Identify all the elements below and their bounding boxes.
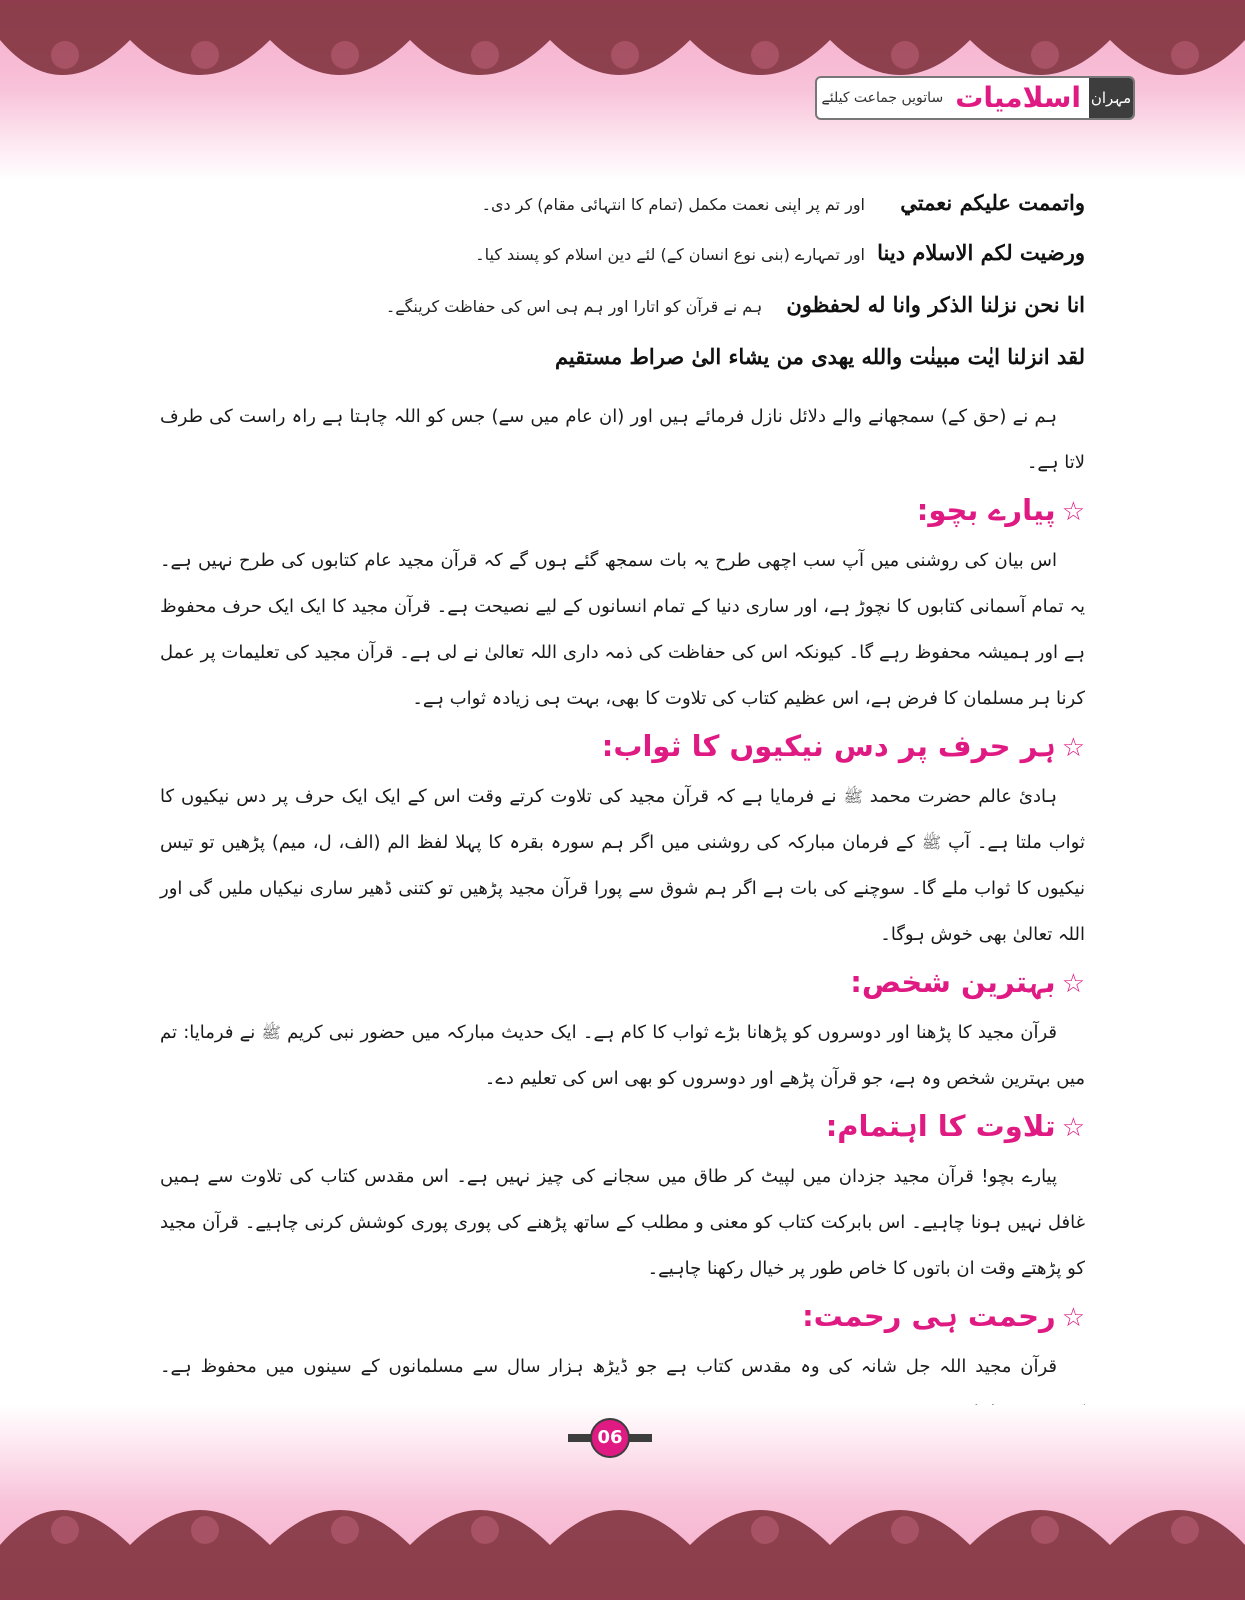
book-title-badge (815, 76, 1135, 120)
star-icon: ☆ (1061, 969, 1085, 999)
star-icon: ☆ (1061, 497, 1085, 527)
verse-translation: ہم نے قرآن کو اتارا اور ہم ہی اس کی حفاظت کرینگے۔ (385, 297, 763, 316)
paragraph-text: نے فرمایا: تم میں بہترین شخص وہ ہے، جو قرآن پڑھے اور دوسروں کو بھی اس کی تعلیم دے۔ (160, 1022, 1085, 1089)
arabic-verse: لقد انزلنا ايٰت مبينٰت والله يهدى من يشاء الىٰ صراط مستقيم (554, 344, 1085, 369)
page-content (160, 190, 1085, 1436)
arabic-verse: واتممت عليكم نعمتي (900, 190, 1085, 215)
salutation-symbol: ﷺ (261, 1023, 281, 1042)
subject-title: اسلامیات (955, 81, 1081, 114)
publisher-brand: مہران (1089, 78, 1133, 118)
page-number-badge (568, 1418, 652, 1458)
section-paragraph: پیارے بچو! قرآن مجید جزدان میں لپیٹ کر طاق میں سجانے کی چیز نہیں ہے۔ اس مقدس کتاب کی تلاوت سے ہمیں غافل نہیں ہونا چاہیے۔ اس بابرکت کتاب کو معنی و مطلب کے ساتھ پڑھنے کی پوری پوری کوشش کرنی چاہیے۔ قرآن مجید کو پڑھتے وقت ان باتوں کا خاص طور پر خیال رکھنا چاہیے۔ (160, 1166, 1085, 1279)
star-icon: ☆ (1061, 1113, 1085, 1143)
paragraph-text: کے فرمان مبارکہ کی روشنی میں اگر ہم سورہ بقرہ کا پہلا لفظ الم (الف، ل، میم) پڑھیں تو تیس نیکیوں کا ثواب ملے گا۔ سوچنے کی بات ہے اگر ہم شوق سے پورا قرآن مجید پڑھیں تو کتنی ڈھیر ساری نیکیاں ملیں گی اور اللہ تعالیٰ بھی خوش ہوگا۔ (160, 832, 1085, 945)
section-heading (160, 726, 1085, 768)
salutation-symbol: ﷺ (843, 787, 863, 806)
star-icon: ☆ (1061, 1303, 1085, 1333)
section-heading (160, 962, 1085, 1004)
heading-text: تلاوت کا اہتمام: (825, 1109, 1056, 1143)
grade-label: ساتویں جماعت کیلئے (821, 90, 944, 106)
salutation-symbol: ﷺ (921, 833, 942, 852)
heading-text: پیارے بچو: (916, 493, 1056, 527)
arabic-verse: انا نحن نزلنا الذكر وانا له لحفظون (786, 292, 1085, 317)
section-heading (160, 490, 1085, 532)
section-heading (160, 1106, 1085, 1148)
heading-text: رحمت ہی رحمت: (802, 1299, 1056, 1333)
page-number: 06 (590, 1418, 630, 1458)
section-heading (160, 1296, 1085, 1338)
heading-text: بہترین شخص: (850, 965, 1056, 999)
arabic-verse: ورضيت لكم الاسلام دينا (877, 240, 1085, 265)
heading-text: ہر حرف پر دس نیکیوں کا ثواب: (601, 729, 1056, 763)
star-icon: ☆ (1061, 733, 1085, 763)
paragraph-text: قرآن مجید کا پڑھنا اور دوسروں کو پڑھانا بڑے ثواب کا کام ہے۔ ایک حدیث مبارکہ میں حضور نبی کریم (287, 1022, 1057, 1043)
verse-translation-paragraph: ہم نے (حق کے) سمجھانے والے دلائل نازل فرمائے ہیں اور (ان عام میں سے) جس کو اللہ چاہتا ہے راہ راست کی طرف لاتا ہے۔ (160, 406, 1085, 473)
verse-row (160, 344, 1085, 394)
verse-row (160, 240, 1085, 290)
section-paragraph: قرآن مجید اللہ جل شانہ کی وہ مقدس کتاب ہے جو ڈیڑھ ہزار سال سے مسلمانوں کے سینوں میں محفوظ ہے۔ (160, 1356, 1057, 1377)
verse-row (160, 190, 1085, 240)
section-paragraph (160, 774, 1085, 958)
verse-translation: اور تمہارے (بنی نوع انسان کے) لئے دین اسلام کو پسند کیا۔ (475, 245, 865, 264)
section-paragraph (160, 1010, 1085, 1102)
section-paragraph: اس بیان کی روشنی میں آپ سب اچھی طرح یہ بات سمجھ گئے ہوں گے کہ قرآن مجید عام کتابوں کی طرح نہیں ہے۔ یہ تمام آسمانی کتابوں کا نچوڑ ہے، اور ساری دنیا کے تمام انسانوں کے لیے نصیحت ہے۔ قرآن مجید کا ایک ایک حرف محفوظ ہے اور ہمیشہ محفوظ رہے گا۔ کیونکہ اس کی حفاظت کی ذمہ داری اللہ تعالیٰ نے لی ہے۔ قرآن مجید کی تعلیمات پر عمل کرنا ہر مسلمان کا فرض ہے، اس عظیم کتاب کی تلاوت کا بھی، بہت ہی زیادہ ثواب ہے۔ (160, 550, 1085, 709)
verse-translation: اور تم پر اپنی نعمت مکمل (تمام کا انتہائی مقام) کر دی۔ (481, 195, 865, 214)
paragraph-text: نے فرمایا ہے کہ قرآن مجید کی تلاوت کرتے وقت اس کے ایک ایک حرف پر دس نیکیوں کا ثواب ملتا ہے۔ آپ (160, 786, 1085, 853)
paragraph-text: ہادیٔ عالم حضرت محمد (869, 786, 1057, 807)
verse-row (160, 292, 1085, 342)
